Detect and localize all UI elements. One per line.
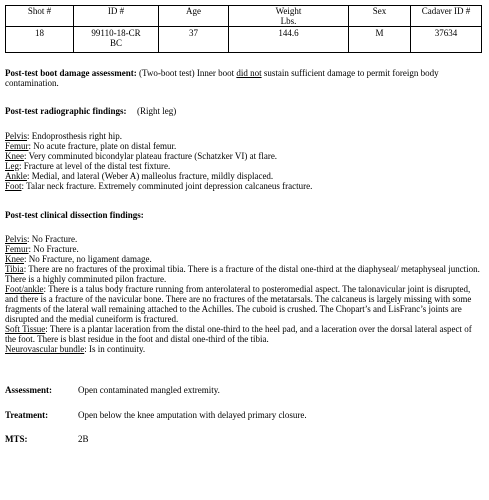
list-item: Leg: Fracture at level of the distal test fixture.	[5, 161, 171, 171]
list-item: Pelvis: No Fracture.	[5, 234, 78, 244]
assessment-value: Open contaminated mangled extremity.	[78, 385, 220, 395]
header-shot: Shot #	[6, 6, 74, 27]
boot-text-underlined: did not	[236, 68, 262, 78]
clinical-heading: Post-test clinical dissection findings:	[5, 210, 144, 220]
list-item: Foot: Talar neck fracture. Extremely comminuted joint depression calcaneus fracture.	[5, 181, 313, 191]
clinical-findings	[5, 234, 481, 354]
radiographic-side: (Right leg)	[137, 106, 177, 116]
cell-weight: 144.6	[229, 27, 349, 53]
list-item: Pelvis: Endoprosthesis right hip.	[5, 131, 123, 141]
boot-text-a: (Two-boot test) Inner boot	[136, 68, 237, 78]
boot-heading: Post-test boot damage assessment:	[5, 68, 137, 78]
mts-value: 2B	[78, 434, 89, 444]
list-item: Ankle: Medial, and lateral (Weber A) malleolus fracture, mildly displaced.	[5, 171, 274, 181]
assessment-label: Assessment:	[5, 385, 52, 395]
table-header-row	[6, 6, 482, 27]
list-item: Neurovascular bundle: Is in continuity.	[5, 344, 146, 354]
mts-label: MTS:	[5, 434, 28, 444]
list-item: Soft Tissue: There is a plantar laceration from the distal one-third to the heel pad, and a laceration over the dorsal lateral aspect of the foot. There is blast residue in the foot and distal one-third of the tibia.	[5, 324, 472, 344]
header-weight: Weight Lbs.	[229, 6, 349, 27]
cell-cadaver-id: 37634	[411, 27, 482, 53]
header-sex: Sex	[349, 6, 411, 27]
header-age: Age	[159, 6, 229, 27]
document-page	[5, 5, 483, 444]
cell-sex: M	[349, 27, 411, 53]
list-item: Foot/ankle: There is a talus body fracture running from anterolateral to posteromedial aspect. The talonavicular joint is disrupted, and there is a fracture of the navicular bone. There are no fractures of the metatarsals. The calcaneus is largely missing with some fragments of the lateral wall remaining attached to the Achilles. The cuboid is crushed. The Chopart’s and LisFranc’s joints are disrupted and the medial cuneiform is fractured.	[5, 284, 472, 324]
cell-id: 99110-18-CRBC	[74, 27, 159, 53]
radiographic-heading-line	[5, 106, 481, 116]
boot-assessment	[5, 68, 481, 88]
radiographic-findings	[5, 131, 481, 191]
specimen-info-table	[5, 5, 482, 53]
table-row	[6, 27, 482, 53]
boot-text-b: sustain sufficient damage to permit foreign body contamination.	[5, 68, 439, 88]
radiographic-heading: Post-test radiographic findings:	[5, 106, 127, 116]
cell-shot: 18	[6, 27, 74, 53]
treatment-value: Open below the knee amputation with delayed primary closure.	[78, 410, 307, 420]
header-cadaver-id: Cadaver ID #	[411, 6, 482, 27]
list-item: Knee: No Fracture, no ligament damage.	[5, 254, 152, 264]
cell-age: 37	[159, 27, 229, 53]
treatment-label: Treatment:	[5, 410, 49, 420]
list-item: Femur: No Fracture.	[5, 244, 79, 254]
list-item: Tibia: There are no fractures of the proximal tibia. There is a fracture of the distal one-third at the diaphyseal/ metaphyseal junction. There is a highly comminuted pilon fracture.	[5, 264, 480, 284]
list-item: Femur: No acute fracture, plate on distal femur.	[5, 141, 177, 151]
list-item: Knee: Very comminuted bicondylar plateau fracture (Schatzker VI) at flare.	[5, 151, 278, 161]
header-id: ID #	[74, 6, 159, 27]
